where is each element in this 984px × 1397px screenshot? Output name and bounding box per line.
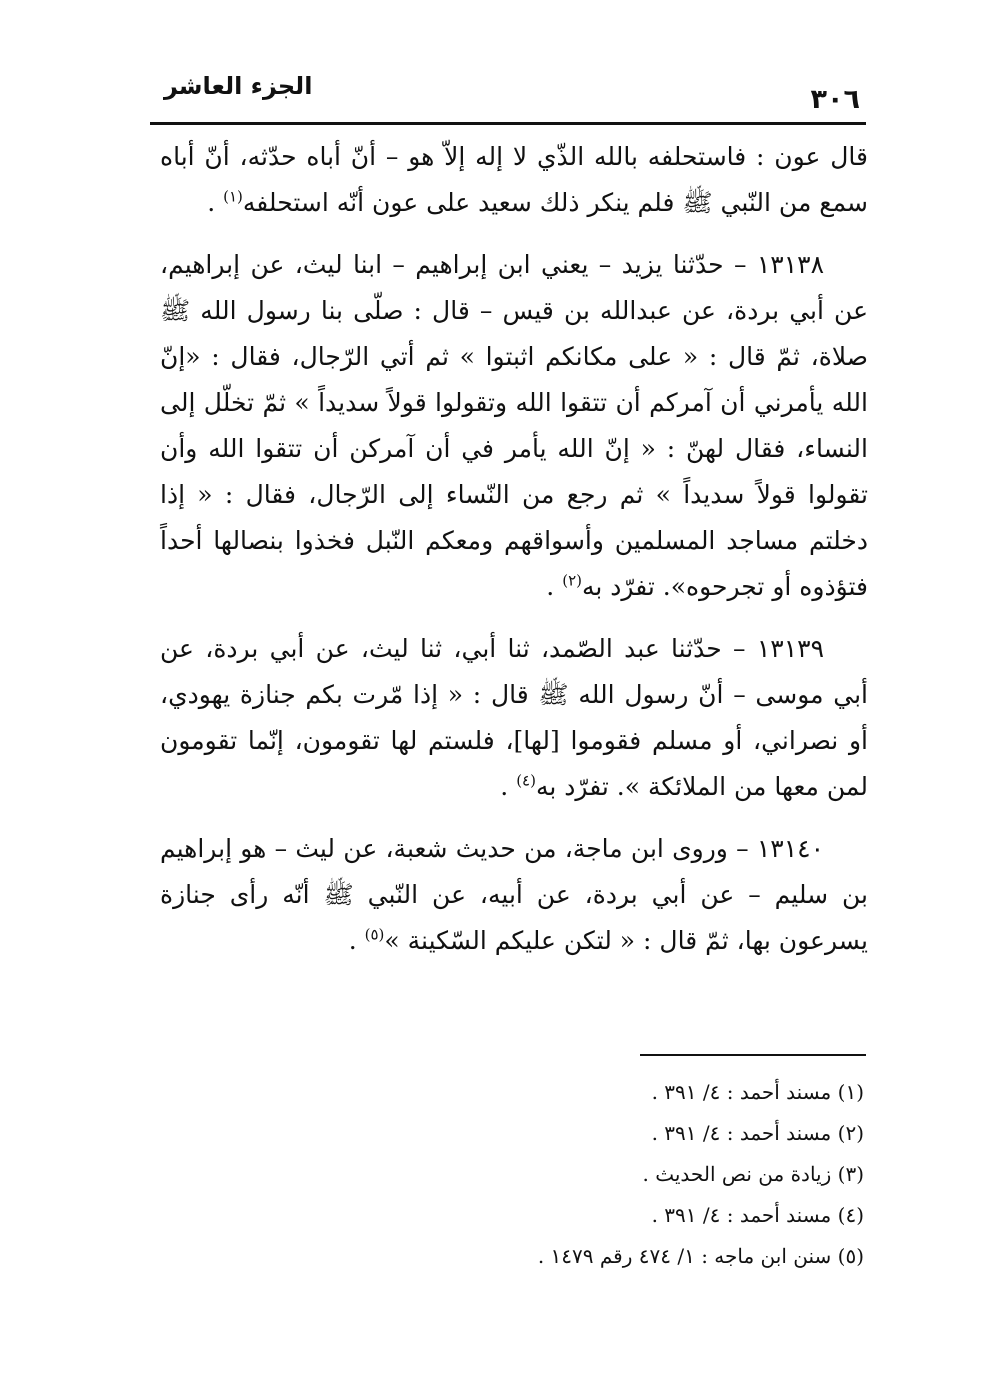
footnote-ref-1: (١) (223, 187, 243, 206)
period: . (546, 572, 563, 601)
period: . (207, 188, 224, 217)
paragraph-text: قال عون : فاستحلفه بالله الذّي لا إله إلاّ هو – أنّ أباه حدّثه، أنّ أباه سمع من النّبي ﷺ فلم ينكر ذلك سعيد على عون أنّه استحلفه (160, 142, 868, 217)
hadith-13140 (160, 826, 868, 964)
footnote-2: (٢) مسند أحمد : ٤/ ٣٩١ . (651, 1121, 864, 1145)
paragraph-text: ١٣١٣٩ – حدّثنا عبد الصّمد، ثنا أبي، ثنا ليث، عن أبي بردة، عن أبي موسى – أنّ رسول الله ﷺ قال : « إذا مّرت بكم جنازة يهودي، أو نصراني، أو مسلم فقوموا [لها]، فلستم لها تقومون، إنّما تقومون لمن معها من الملائكة ». تفرّد به (160, 634, 868, 801)
page-number: ٣٠٦ (810, 84, 860, 115)
paragraph-text: ١٣١٣٨ – حدّثنا يزيد – يعني ابن إبراهيم – ابنا ليث، عن إبراهيم، عن أبي بردة، عن عبدالله بن قيس – قال : صلّى بنا رسول الله ﷺ صلاة، ثمّ قال : « على مكانكم اثبتوا » ثم أتي الرّجال، فقال : «إنّ الله يأمرني أن آمركم أن تتقوا الله وتقولوا قولاً سديداً » ثمّ تخلّل إلى النساء، فقال لهنّ : « إنّ الله يأمر في أن آمركن أن تتقوا الله وأن تقولوا قولاً سديداً » ثم رجع من النّساء إلى الرّجال، فقال : « إذا دخلتم مساجد المسلمين وأسواقهم ومعكم النّبل فخذوا بنصالها أحداً فتؤذوه أو تجرحوه». تفرّد به (160, 250, 868, 601)
footnote-ref-5: (٥) (364, 925, 385, 944)
hadith-13139 (160, 626, 868, 810)
paragraph-text: ١٣١٤٠ – وروى ابن ماجة، من حديث شعبة، عن ليث – هو إبراهيم بن سليم – عن أبي بردة، عن أبيه، عن النّبي ﷺ أنّه رأى جنازة يسرعون بها، ثمّ قال : « لتكن عليكم السّكينة » (160, 834, 868, 955)
footnote-ref-2: (٢) (562, 571, 582, 590)
paragraph-continuation (160, 134, 868, 226)
header-divider (150, 122, 866, 125)
footnote-ref-4: (٤) (516, 771, 536, 790)
footnote-5: (٥) سنن ابن ماجه : ١/ ٤٧٤ رقم ١٤٧٩ . (537, 1244, 864, 1268)
footnotes (160, 1072, 866, 1277)
running-title: الجزء العاشر (164, 72, 313, 100)
footnote-divider (640, 1054, 866, 1056)
main-text (160, 134, 868, 980)
hadith-13138 (160, 242, 868, 610)
footnote-4: (٤) مسند أحمد : ٤/ ٣٩١ . (651, 1203, 864, 1227)
footnote-3: (٣) زيادة من نص الحديث . (642, 1162, 864, 1186)
page-header (150, 66, 866, 122)
period: . (348, 926, 365, 955)
footnote-1: (١) مسند أحمد : ٤/ ٣٩١ . (651, 1080, 864, 1104)
period: . (500, 772, 517, 801)
